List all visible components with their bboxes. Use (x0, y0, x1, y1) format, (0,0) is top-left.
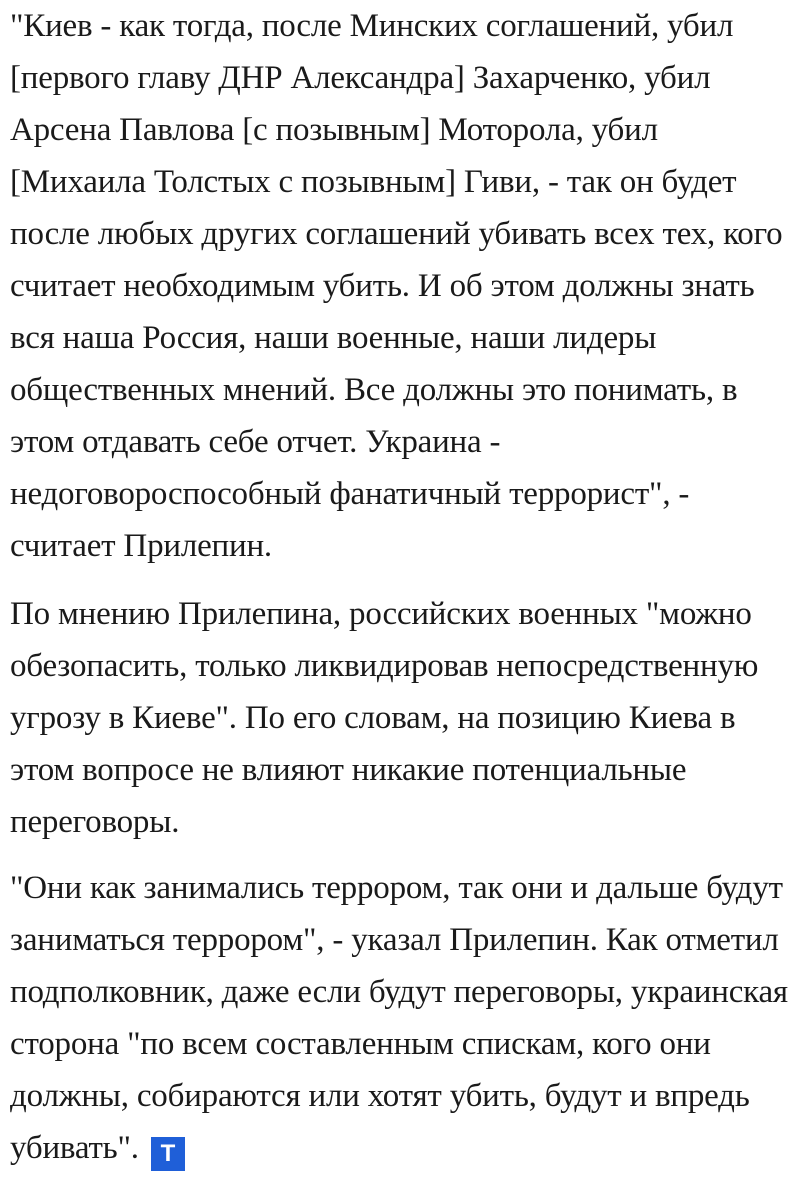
article-paragraph-1: "Киев - как тогда, после Минских соглашений, убил [первого главу ДНР Александра] Захарченко, убил Арсена Павлова [с позывным] Моторола, убил [Михаила Толстых с позывным] Гиви, - так он будет после любых других соглашений убивать всех тех, кого считает необходимым убить. И об этом должны знать вся наша Россия, наши военные, наши лидеры общественных мнений. Все должны это понимать, в этом отдавать себе отчет. Украина - недоговороспособный фанатичный террорист", - считает Прилепин. (10, 8, 783, 564)
article-paragraph-3-text: "Они как занимались террором, так они и дальше будут заниматься террором", - указал Прилепин. Как отметил подполковник, даже если будут переговоры, украинская сторона "по всем составленным спискам, кого они должны, собираются или хотят убить, будут и впредь убивать". (10, 870, 788, 1166)
article-paragraph-3 (10, 862, 800, 1174)
article-paragraph-2: По мнению Прилепина, российских военных "можно обезопасить, только ликвидировав непосредственную угрозу в Киеве". По его словам, на позицию Киева в этом вопросе не влияют никакие потенциальные переговоры. (10, 596, 759, 840)
article-body (10, 0, 800, 1174)
source-badge-icon[interactable]: Т (151, 1137, 185, 1171)
